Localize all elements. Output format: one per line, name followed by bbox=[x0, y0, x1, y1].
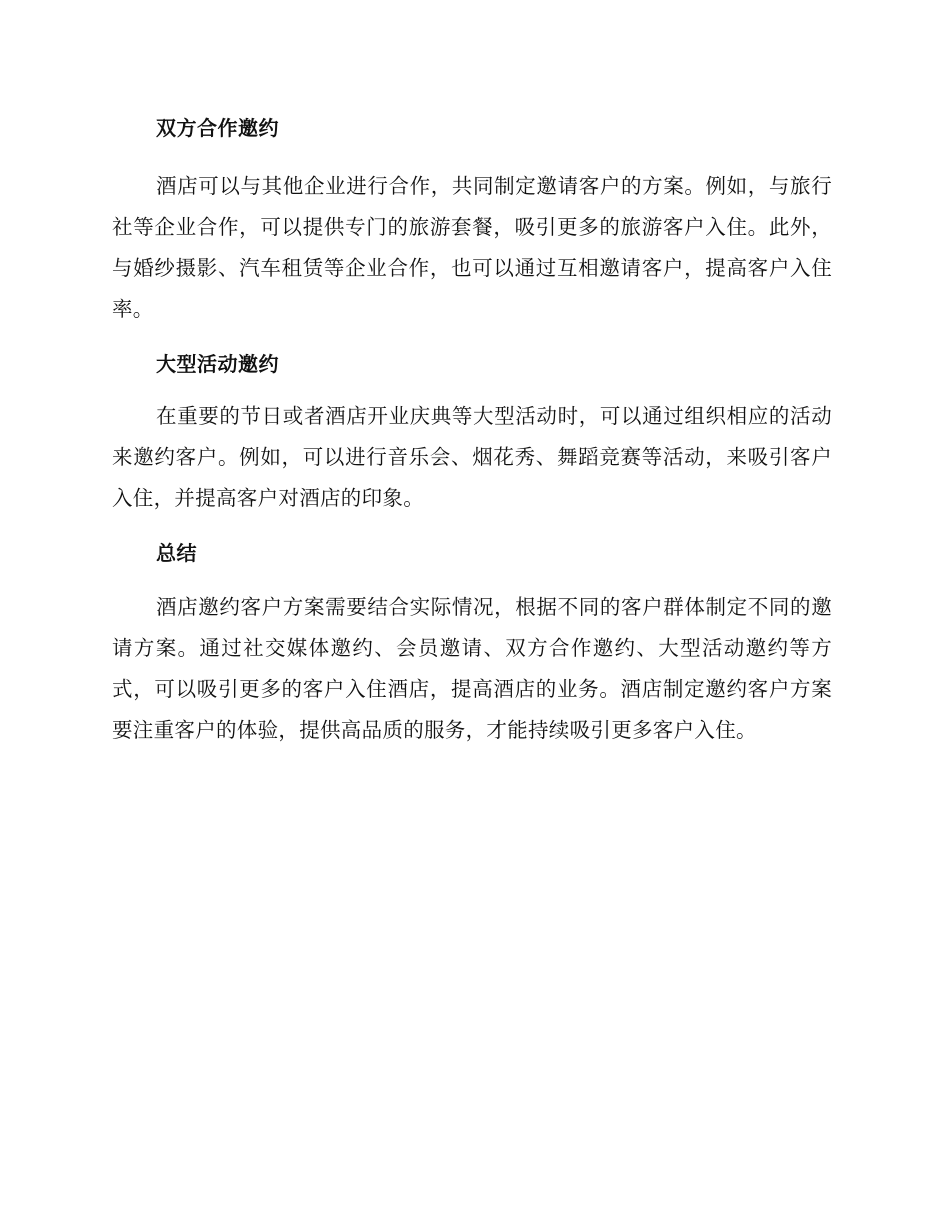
section-heading-summary: 总结 bbox=[156, 541, 197, 565]
document-page bbox=[112, 108, 832, 751]
section-paragraph-cooperation: 酒店可以与其他企业进行合作，共同制定邀请客户的方案。例如，与旅行社等企业合作，可以提供专门的旅游套餐，吸引更多的旅游客户入住。此外，与婚纱摄影、汽车租赁等企业合作，也可以通过互相邀请客户，提高客户入住率。 bbox=[112, 174, 832, 321]
section-paragraph-summary: 酒店邀约客户方案需要结合实际情况，根据不同的客户群体制定不同的邀请方案。通过社交媒体邀约、会员邀请、双方合作邀约、大型活动邀约等方式，可以吸引更多的客户入住酒店，提高酒店的业务。酒店制定邀约客户方案要注重客户的体验，提供高品质的服务，才能持续吸引更多客户入住。 bbox=[112, 595, 832, 742]
section-heading-events: 大型活动邀约 bbox=[156, 352, 279, 376]
section-paragraph-events: 在重要的节日或者酒店开业庆典等大型活动时，可以通过组织相应的活动来邀约客户。例如，可以进行音乐会、烟花秀、舞蹈竞赛等活动，来吸引客户入住，并提高客户对酒店的印象。 bbox=[112, 404, 832, 510]
section-heading-cooperation: 双方合作邀约 bbox=[156, 116, 279, 140]
